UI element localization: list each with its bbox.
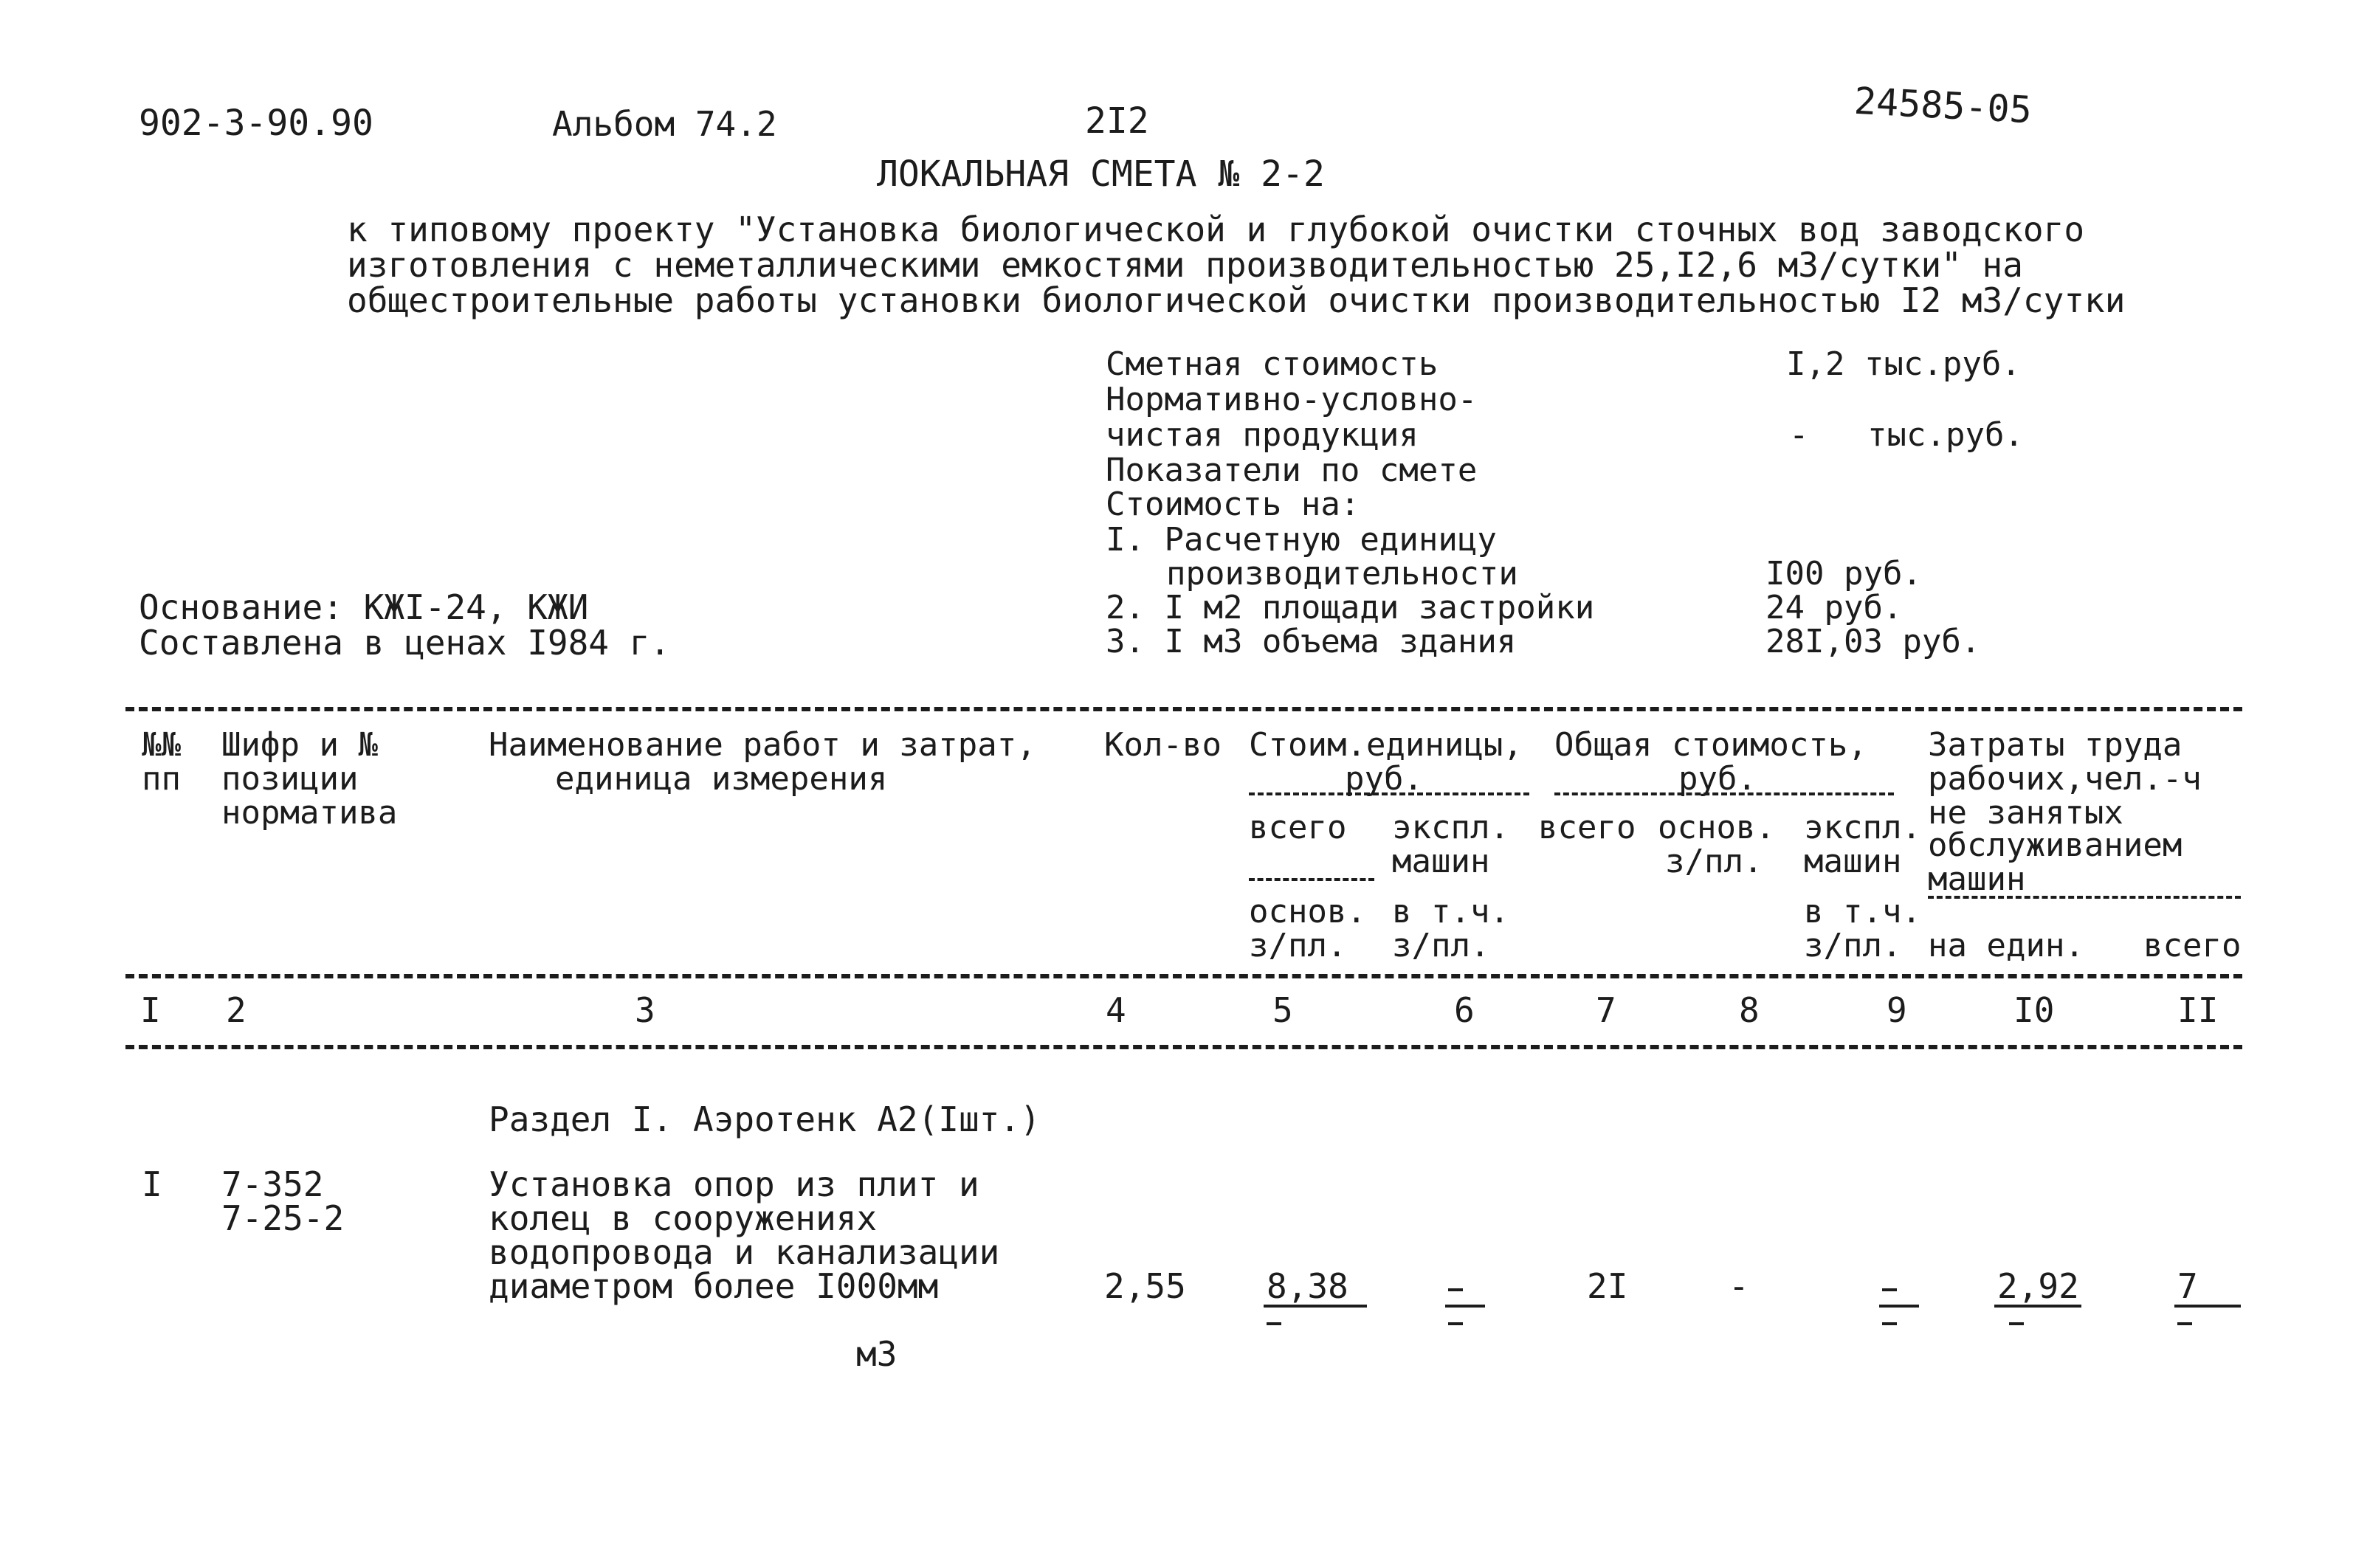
- col2-header-b: позиции: [221, 760, 359, 798]
- colnum-4: 4: [1106, 990, 1126, 1030]
- colnum-6: 6: [1454, 990, 1475, 1030]
- indicator-3-value: 28I,03 руб.: [1765, 623, 1981, 660]
- row-code-2: 7-25-2: [221, 1198, 345, 1238]
- row-name-2: колец в сооружениях: [489, 1198, 878, 1238]
- col56-header-b: руб.: [1345, 760, 1423, 798]
- col5-rule: [1249, 878, 1374, 881]
- col79-header-a: Общая стоимость,: [1554, 726, 1867, 764]
- indicators-label: Показатели по смете: [1106, 452, 1478, 489]
- col5-header-c: з/пл.: [1249, 927, 1347, 964]
- col1011-rule: [1928, 896, 2241, 899]
- col56-rule: [1249, 792, 1529, 795]
- col1011-header-c: не занятых: [1928, 794, 2123, 832]
- row-unit-mach-dash: [1448, 1288, 1463, 1291]
- col2-header-c: норматива: [221, 794, 398, 832]
- row-unit-mach-wage-dash: [1448, 1322, 1463, 1325]
- row-name-1: Установка опор из плит и: [489, 1164, 979, 1204]
- colnum-3: 3: [635, 990, 655, 1030]
- col10-header: на един.: [1928, 927, 2084, 964]
- colnum-9: 9: [1887, 990, 1907, 1030]
- col6-header-d: з/пл.: [1392, 927, 1490, 964]
- col79-header-b: руб.: [1678, 760, 1757, 798]
- col6-header-a: экспл.: [1392, 809, 1509, 846]
- subtitle-line-1: к типовому проекту "Установка биологической и глубокой очистки сточных вод заводского: [347, 210, 2085, 249]
- stamp-number: 24585-05: [1853, 79, 2033, 132]
- prices-text: Составлена в ценах I984 г.: [139, 623, 671, 663]
- basis-text: Основание: КЖI-24, КЖИ: [139, 587, 589, 627]
- row-total-mach-underline: [1879, 1305, 1919, 1308]
- indicator-1-label-1: I. Расчетную единицу: [1106, 521, 1497, 559]
- nup-label-2: чистая продукция: [1106, 416, 1419, 454]
- page-number: 2I2: [1085, 100, 1149, 142]
- col2-header-a: Шифр и №: [221, 726, 378, 764]
- estimated-cost-value: I,2 тыс.руб.: [1786, 345, 2021, 383]
- colnum-5: 5: [1272, 990, 1293, 1030]
- row-total: 2I: [1587, 1266, 1628, 1306]
- col79-rule: [1554, 792, 1894, 795]
- row-unit-wage-dash: [1267, 1322, 1281, 1325]
- col8-header-b: з/пл.: [1665, 843, 1763, 880]
- col5-header-a: всего: [1249, 809, 1347, 846]
- col1011-header-d: обслуживанием: [1928, 826, 2183, 864]
- colnum-8: 8: [1739, 990, 1760, 1030]
- colnum-7: 7: [1596, 990, 1616, 1030]
- indicator-1-label-2: производительности: [1166, 555, 1518, 593]
- col4-header: Кол-во: [1104, 726, 1222, 764]
- colnum-2: 2: [226, 990, 247, 1030]
- row-unit-total: 8,38: [1267, 1266, 1348, 1306]
- row-labor-unit-sub-dash: [2009, 1322, 2024, 1325]
- row-name-3: водопровода и канализации: [489, 1232, 1000, 1272]
- colnum-bottom-rule: [125, 1045, 2242, 1049]
- col56-header-a: Стоим.единицы,: [1249, 726, 1523, 764]
- indicator-2-value: 24 руб.: [1765, 589, 1903, 626]
- indicator-3-label: 3. I м3 объема здания: [1106, 623, 1517, 660]
- col1-header-a: №№: [142, 726, 181, 764]
- col9-header-c: в т.ч.: [1804, 893, 1921, 930]
- col9-header-d: з/пл.: [1804, 927, 1902, 964]
- row-quantity: 2,55: [1104, 1266, 1186, 1306]
- estimated-cost-label: Сметная стоимость: [1106, 345, 1439, 383]
- subtitle-line-3: общестроительные работы установки биологической очистки производительностью I2 м3/сутки: [347, 280, 2126, 320]
- col1011-header-e: машин: [1928, 860, 2026, 898]
- col7-header: всего: [1538, 809, 1636, 846]
- col1-header-b: пп: [142, 760, 181, 798]
- row-labor-total-sub-dash: [2177, 1322, 2192, 1325]
- col3-header-a: Наименование работ и затрат,: [489, 726, 1036, 764]
- col6-header-c: в т.ч.: [1392, 893, 1509, 930]
- col1011-header-a: Затраты труда: [1928, 726, 2183, 764]
- row-total-mach-dash: [1882, 1288, 1897, 1291]
- row-unit-total-underline: [1264, 1305, 1367, 1308]
- row-labor-unit: 2,92: [1997, 1266, 2079, 1306]
- row-name-4: диаметром более I000мм: [489, 1266, 939, 1306]
- row-code-1: 7-352: [221, 1164, 324, 1204]
- row-labor-total: 7: [2177, 1266, 2198, 1306]
- indicator-2-label: 2. I м2 площади застройки: [1106, 589, 1595, 626]
- table-top-rule: [125, 707, 2242, 711]
- row-total-mach-wage-dash: [1882, 1322, 1897, 1325]
- colnum-11: II: [2177, 990, 2219, 1030]
- doc-title: ЛОКАЛЬНАЯ СМЕТА № 2-2: [877, 153, 1325, 195]
- col11-header: всего: [2143, 927, 2242, 964]
- nup-value-dash: -: [1789, 416, 1809, 454]
- row-labor-unit-underline: [1994, 1305, 2081, 1308]
- colnum-top-rule: [125, 974, 2242, 978]
- row-labor-total-underline: [2174, 1305, 2241, 1308]
- col5-header-b: основ.: [1249, 893, 1366, 930]
- col9-header-b: машин: [1804, 843, 1902, 880]
- nup-label-1: Нормативно-условно-: [1106, 381, 1478, 418]
- row-unit: м3: [856, 1334, 898, 1374]
- nup-value-unit: тыс.руб.: [1867, 416, 2024, 454]
- col6-header-b: машин: [1392, 843, 1490, 880]
- doc-code: 902-3-90.90: [139, 103, 373, 144]
- col1011-header-b: рабочих,чел.-ч: [1928, 760, 2202, 798]
- indicator-1-value: I00 руб.: [1765, 555, 1922, 593]
- col8-header-a: основ.: [1658, 809, 1775, 846]
- cost-on-label: Стоимость на:: [1106, 486, 1360, 523]
- subtitle-line-2: изготовления с неметаллическими емкостями производительностью 25,I2,6 м3/сутки" на: [347, 245, 2023, 285]
- row-unit-mach-underline: [1445, 1305, 1485, 1308]
- album-label: Альбом 74.2: [552, 104, 777, 144]
- col3-header-b: единица измерения: [555, 760, 888, 798]
- colnum-1: I: [140, 990, 161, 1030]
- row-number: I: [142, 1164, 162, 1204]
- colnum-10: I0: [2013, 990, 2055, 1030]
- section-title: Раздел I. Аэротенк А2(Iшт.): [489, 1099, 1041, 1139]
- row-total-wage: -: [1729, 1266, 1749, 1306]
- col9-header-a: экспл.: [1804, 809, 1921, 846]
